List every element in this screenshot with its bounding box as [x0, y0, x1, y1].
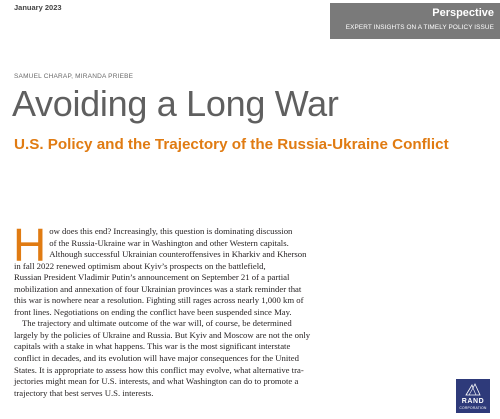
paragraph-line: front lines. Negotiations on ending the conflict have been suspended since May. — [14, 306, 292, 317]
report-title: Avoiding a Long War — [12, 83, 339, 124]
series-title: Perspective — [432, 7, 494, 19]
series-subtitle: EXPERT INSIGHTS ON A TIMELY POLICY ISSUE — [345, 24, 494, 31]
paragraph-line: Although successful Ukrainian counteroffensives in Kharkiv and Kherson — [49, 249, 307, 260]
paragraph-line: ow does this end? Increasingly, this question is dominating discussion — [49, 226, 293, 236]
rand-mark-icon — [464, 382, 482, 396]
perspective-banner — [330, 3, 500, 39]
paragraph-line: capitals with a stake in what happens. This war is the most significant interstate — [14, 341, 291, 352]
paragraph-line: in fall 2022 renewed optimism about Kyiv’s prospects on the battlefield, — [14, 260, 266, 271]
paragraph-2 — [14, 318, 320, 399]
rand-logo — [456, 379, 490, 413]
rand-logo-sub: CORPORATION — [459, 406, 487, 410]
paragraph-line: trajectory that best serves U.S. interests. — [14, 387, 154, 398]
paragraph-line: of the Russia-Ukraine war in Washington and other Western capitals. — [49, 237, 289, 248]
drop-cap: H — [13, 219, 47, 271]
paragraph-line: States. It is appropriate to assess how this conflict may evolve, what alternative tra- — [14, 364, 304, 375]
paragraph-line: this war is nowhere near a resolution. Fighting still rages across nearly 1,000 km of — [14, 295, 304, 306]
body-text — [13, 219, 320, 399]
authors: SAMUEL CHARAP, MIRANDA PRIEBE — [14, 73, 134, 80]
report-subtitle: U.S. Policy and the Trajectory of the Russia-Ukraine Conflict — [14, 136, 449, 153]
paragraph-1 — [13, 219, 320, 318]
paragraph-line: largely by the policies of Ukraine and Russia. But Kyiv and Moscow are not the only — [14, 329, 311, 340]
publication-date: January 2023 — [14, 3, 62, 12]
rand-logo-name: RAND — [461, 398, 485, 405]
paragraph-line: mobilization and annexation of four Ukrainian provinces was a stark reminder that — [14, 283, 302, 294]
paragraph-line: The trajectory and ultimate outcome of the war will, of course, be determined — [22, 318, 292, 329]
paragraph-line: conflict in decades, and its evolution will have major consequences for the United — [14, 353, 299, 364]
paragraph-line: Russian President Vladimir Putin’s announcement on September 21 of a partial — [14, 272, 290, 283]
paragraph-line: jectories might mean for U.S. interests, and what Washington can do to promote a — [14, 376, 299, 387]
